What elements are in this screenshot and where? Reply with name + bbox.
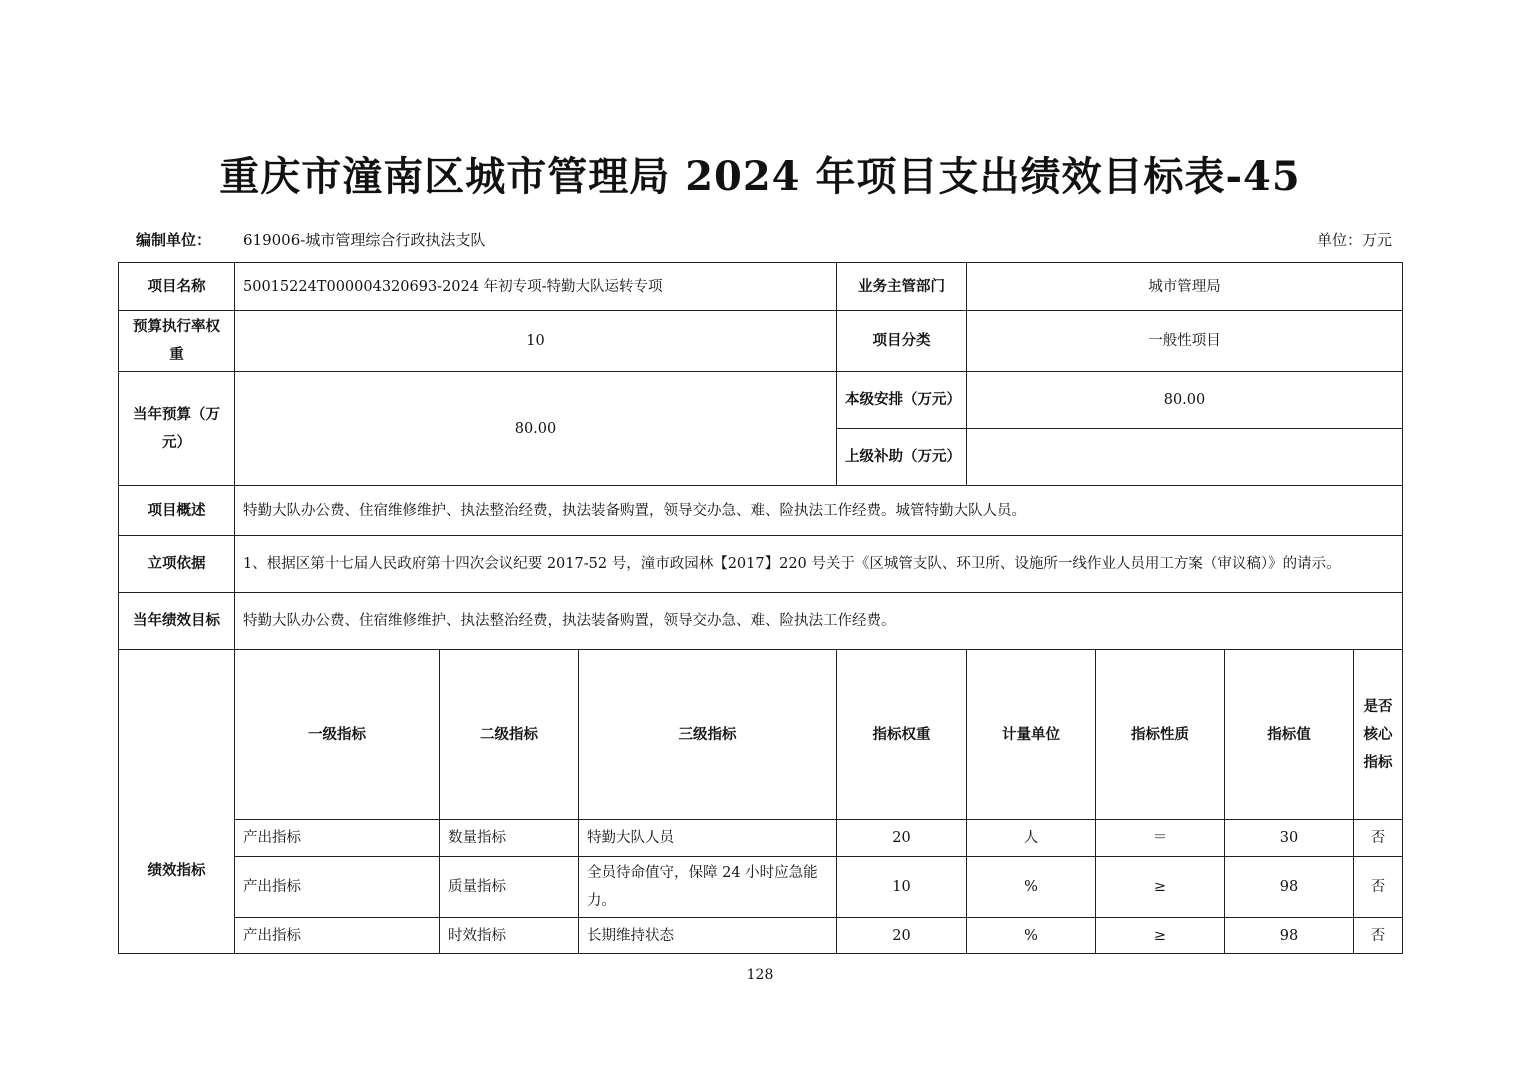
indicator-l1: 产出指标 xyxy=(235,857,440,918)
indicator-weight: 10 xyxy=(837,857,967,918)
overview-value: 特勤大队办公费、住宿维修维护、执法整治经费，执法装备购置，领导交办急、难、险执法工作经费。城管特勤大队人员。 xyxy=(235,486,1403,536)
indicator-value: 98 xyxy=(1225,857,1354,918)
header-l3: 三级指标 xyxy=(579,650,837,820)
indicator-l3: 长期维持状态 xyxy=(579,918,837,954)
header-unit: 计量单位 xyxy=(967,650,1096,820)
header-value: 指标值 xyxy=(1225,650,1354,820)
upper-label: 上级补助（万元） xyxy=(837,429,967,486)
basis-value: 1、根据区第十七届人民政府第十四次会议纪要 2017-52 号，潼市政园林【2017】220 号关于《区城管支队、环卫所、设施所一线作业人员用工方案（审议稿）》的请示。 xyxy=(235,536,1403,593)
compiling-unit xyxy=(136,229,486,250)
row-project-name xyxy=(119,263,1403,311)
page-title: 重庆市潼南区城市管理局 2024 年项目支出绩效目标表-45 xyxy=(219,153,1301,200)
dept-value: 城市管理局 xyxy=(967,263,1403,311)
project-name-value: 50015224T000004320693-2024 年初专项-特勤大队运转专项 xyxy=(235,263,837,311)
project-name-label: 项目名称 xyxy=(119,263,235,311)
row-exec-rate xyxy=(119,311,1403,372)
budget-label: 当年预算（万元） xyxy=(119,372,235,486)
indicator-core: 否 xyxy=(1354,820,1403,857)
indicator-nature: ＝ xyxy=(1096,820,1225,857)
header-core: 是否核心指标 xyxy=(1354,650,1403,820)
goal-label: 当年绩效目标 xyxy=(119,593,235,650)
dept-label: 业务主管部门 xyxy=(837,263,967,311)
indicator-header-row xyxy=(119,650,1403,820)
row-basis xyxy=(119,536,1403,593)
indicator-l2: 时效指标 xyxy=(440,918,579,954)
perf-label: 绩效指标 xyxy=(119,650,235,954)
compiling-unit-label: 编制单位： xyxy=(136,231,212,249)
goal-value: 特勤大队办公费、住宿维修维护、执法整治经费，执法装备购置，领导交办急、难、险执法工作经费。 xyxy=(235,593,1403,650)
indicator-unit: % xyxy=(967,918,1096,954)
indicator-value: 98 xyxy=(1225,918,1354,954)
upper-value xyxy=(967,429,1403,486)
category-value: 一般性项目 xyxy=(967,311,1403,372)
local-value: 80.00 xyxy=(967,372,1403,429)
header-l1: 一级指标 xyxy=(235,650,440,820)
indicator-nature: ≥ xyxy=(1096,857,1225,918)
indicator-core: 否 xyxy=(1354,857,1403,918)
indicator-l2: 质量指标 xyxy=(440,857,579,918)
basis-label: 立项依据 xyxy=(119,536,235,593)
indicator-nature: ≥ xyxy=(1096,918,1225,954)
indicator-l3: 特勤大队人员 xyxy=(579,820,837,857)
row-overview xyxy=(119,486,1403,536)
indicator-l2: 数量指标 xyxy=(440,820,579,857)
indicator-l1: 产出指标 xyxy=(235,918,440,954)
table-row xyxy=(119,918,1403,954)
indicator-core: 否 xyxy=(1354,918,1403,954)
table-row xyxy=(119,857,1403,918)
row-budget xyxy=(119,372,1403,429)
indicator-l3: 全员待命值守，保障 24 小时应急能力。 xyxy=(579,857,837,918)
exec-rate-label: 预算执行率权重 xyxy=(119,311,235,372)
exec-rate-value: 10 xyxy=(235,311,837,372)
local-label: 本级安排（万元） xyxy=(837,372,967,429)
row-goal xyxy=(119,593,1403,650)
compiling-unit-value: 619006-城市管理综合行政执法支队 xyxy=(243,231,486,249)
indicator-weight: 20 xyxy=(837,918,967,954)
page-number: 128 xyxy=(746,967,774,983)
performance-table xyxy=(118,262,1403,954)
header-weight: 指标权重 xyxy=(837,650,967,820)
budget-value: 80.00 xyxy=(235,372,837,486)
indicator-weight: 20 xyxy=(837,820,967,857)
indicator-value: 30 xyxy=(1225,820,1354,857)
header-l2: 二级指标 xyxy=(440,650,579,820)
currency-unit: 单位：万元 xyxy=(1316,231,1392,249)
overview-label: 项目概述 xyxy=(119,486,235,536)
indicator-unit: % xyxy=(967,857,1096,918)
table-row xyxy=(119,820,1403,857)
indicator-l1: 产出指标 xyxy=(235,820,440,857)
indicator-unit: 人 xyxy=(967,820,1096,857)
header-nature: 指标性质 xyxy=(1096,650,1225,820)
category-label: 项目分类 xyxy=(837,311,967,372)
